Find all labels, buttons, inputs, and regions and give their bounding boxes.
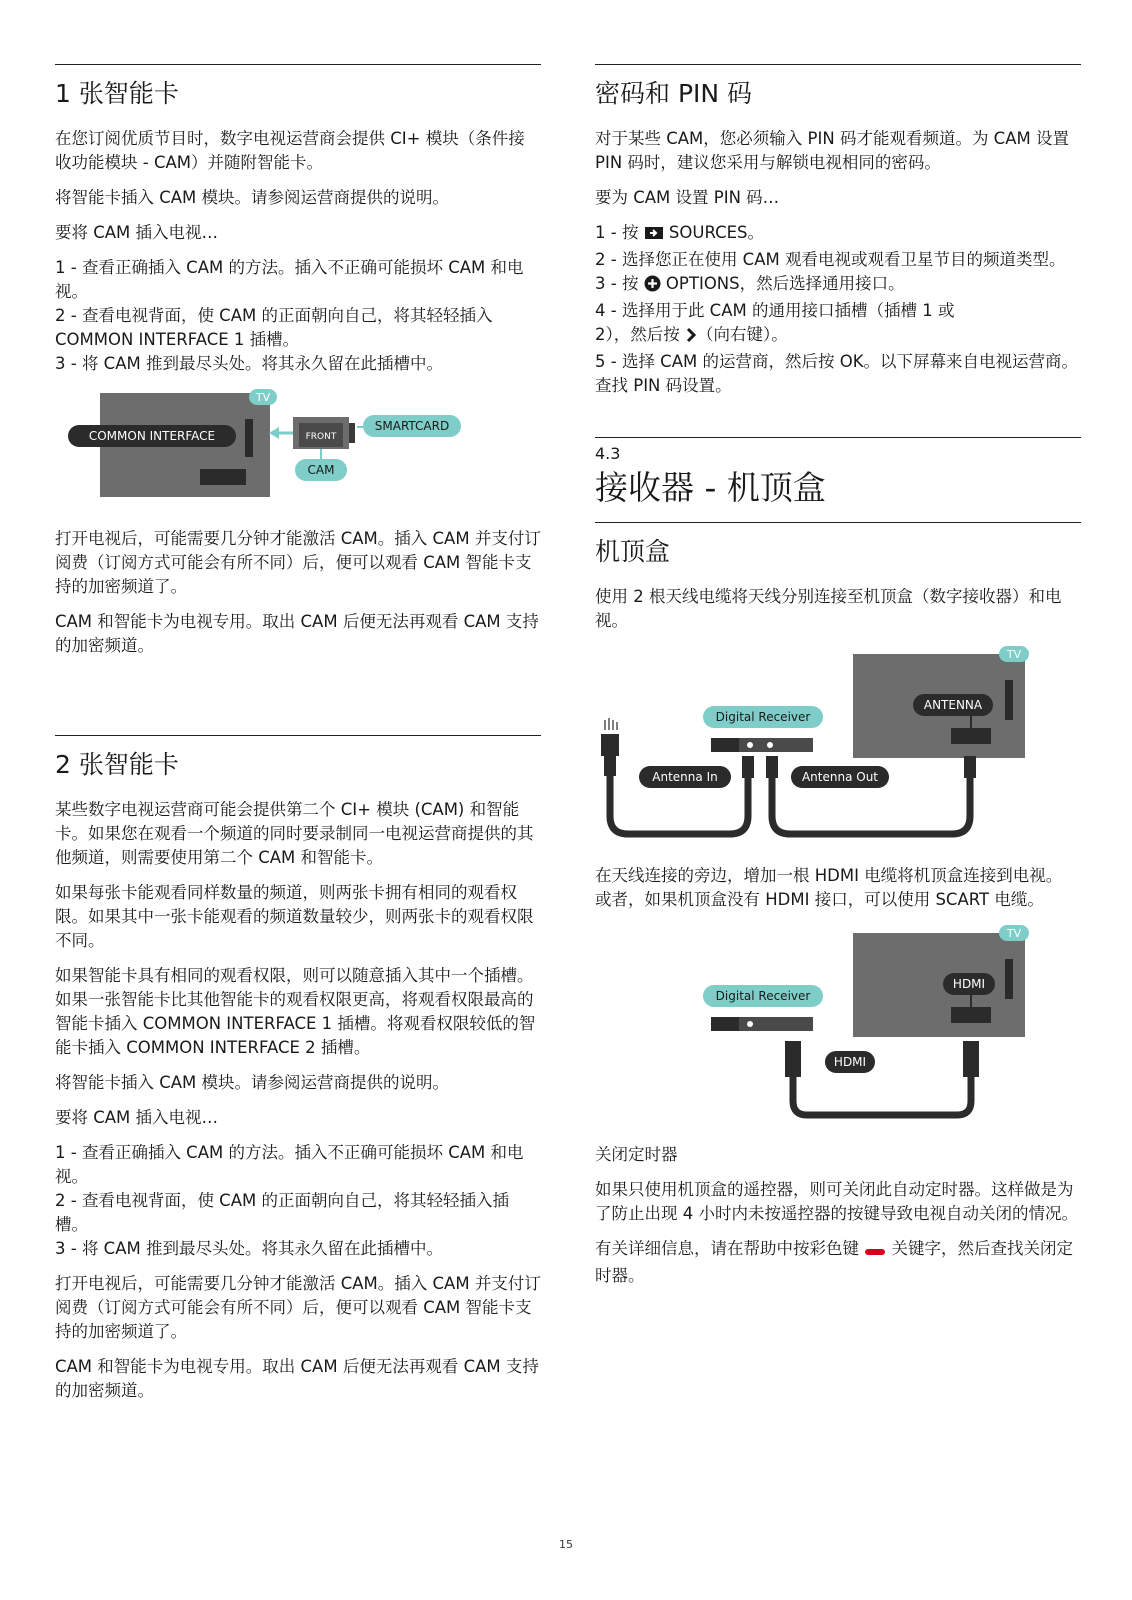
tv-port bbox=[200, 469, 246, 485]
chevron-right-icon bbox=[685, 326, 697, 350]
tv-back-panel bbox=[853, 933, 1025, 1037]
step-2: 2 - 查看电视背面，使 CAM 的正面朝向自己，将其轻轻插入插槽。 bbox=[55, 1191, 509, 1234]
timer-title: 关闭定时器 bbox=[595, 1145, 678, 1164]
paragraph: CAM 和智能卡为电视专用。取出 CAM 后便无法再观看 CAM 支持的加密频道。 bbox=[55, 612, 539, 655]
step-2: 2 - 选择您正在使用 CAM 观看电视或观看卫星节目的频道类型。 bbox=[595, 250, 1066, 269]
receiver-front bbox=[711, 738, 739, 752]
options-icon bbox=[644, 275, 661, 299]
hdmi-tv-label: HDMI bbox=[952, 977, 986, 991]
section-title-two-cards: 2 张智能卡 bbox=[55, 750, 179, 779]
paragraph: 使用 2 根天线电缆将天线分别连接至机顶盒（数字接收器）和电视。 bbox=[595, 587, 1062, 630]
antenna-icon bbox=[605, 718, 617, 730]
antenna-out-label: Antenna Out bbox=[801, 770, 879, 784]
paragraph: 要为 CAM 设置 PIN 码… bbox=[595, 188, 780, 207]
paragraph: CAM 和智能卡为电视专用。取出 CAM 后便无法再观看 CAM 支持的加密频道。 bbox=[55, 1357, 539, 1400]
left-column bbox=[55, 64, 541, 1414]
step-5: 5 - 选择 CAM 的运营商，然后按 OK。以下屏幕来自电视运营商。查找 PIN 码设置。 bbox=[595, 352, 1079, 395]
insert-arrow-head bbox=[269, 427, 279, 439]
paragraph: 要将 CAM 插入电视… bbox=[55, 1108, 219, 1127]
receiver-front bbox=[711, 1017, 739, 1031]
paragraph: 在您订阅优质节目时，数字电视运营商会提供 CI+ 模块（条件接收功能模块 - CAM）并随附智能卡。 bbox=[55, 129, 525, 172]
cable-plug bbox=[766, 756, 778, 778]
paragraph: 将智能卡插入 CAM 模块。请参阅运营商提供的说明。 bbox=[55, 188, 450, 207]
hdmi-plug bbox=[963, 1041, 979, 1077]
receiver-port-out bbox=[767, 742, 773, 748]
hdmi-cable-label: HDMI bbox=[833, 1055, 867, 1069]
section-title-one-card: 1 张智能卡 bbox=[55, 79, 179, 108]
hdmi-connection-illustration bbox=[595, 923, 1081, 1127]
paragraph: 如果每张卡能观看同样数量的频道，则两张卡拥有相同的观看权限。如果其中一张卡能观看的频道数量较少，则两张卡的观看权限不同。 bbox=[55, 883, 534, 950]
section-rule bbox=[595, 437, 1081, 438]
step-1: 1 - 查看正确插入 CAM 的方法。插入不正确可能损坏 CAM 和电视。 bbox=[55, 1143, 524, 1186]
paragraph: 在天线连接的旁边，增加一根 HDMI 电缆将机顶盒连接到电视。 bbox=[595, 866, 1063, 885]
paragraph: 如果只使用机顶盒的遥控器，则可关闭此自动定时器。这样做是为了防止出现 4 小时内未按遥控器的按键导致电视自动关闭的情况。 bbox=[595, 1180, 1078, 1223]
tv-label: TV bbox=[1006, 927, 1022, 940]
tv-antenna-port bbox=[951, 728, 991, 744]
hdmi-plug bbox=[785, 1041, 801, 1077]
smartcard-label: SMARTCARD bbox=[374, 419, 450, 433]
tv-label: TV bbox=[255, 391, 271, 404]
paragraph: 将智能卡插入 CAM 模块。请参阅运营商提供的说明。 bbox=[55, 1073, 450, 1092]
tv-slot bbox=[1005, 680, 1013, 720]
digital-receiver-label: Digital Receiver bbox=[715, 989, 811, 1003]
step-1: 1 - 按 SOURCES。 bbox=[595, 221, 1081, 248]
paragraph: 某些数字电视运营商可能会提供第二个 CI+ 模块 (CAM) 和智能卡。如果您在观看一个频道的同时要录制同一电视运营商提供的其他频道，则需要使用第二个 CAM 和智能卡。 bbox=[55, 800, 534, 867]
paragraph: 如果智能卡具有相同的观看权限，则可以随意插入其中一个插槽。如果一张智能卡比其他智能卡的观看权限更高，将观看权限最高的智能卡插入 COMMON INTERFACE 1 插槽。将观看权限较低的智能卡插入 COMMON INTERFACE 2 插槽。 bbox=[55, 966, 536, 1057]
step-4: 4 - 选择用于此 CAM 的通用接口插槽（插槽 1 或 bbox=[595, 301, 955, 320]
tv-hdmi-port bbox=[951, 1007, 991, 1023]
hdmi-cable bbox=[793, 1073, 971, 1115]
step-2: 2 - 查看电视背面，使 CAM 的正面朝向自己，将其轻轻插入 COMMON INTERFACE 1 插槽。 bbox=[55, 306, 493, 349]
paragraph: 对于某些 CAM，您必须输入 PIN 码才能观看频道。为 CAM 设置 PIN 码时，建议您采用与解锁电视相同的密码。 bbox=[595, 129, 1069, 172]
cable-plug bbox=[964, 756, 976, 778]
common-interface-label: COMMON INTERFACE bbox=[88, 429, 216, 443]
step-3: 3 - 将 CAM 推到最尽头处。将其永久留在此插槽中。 bbox=[55, 354, 443, 373]
cam-insert-illustration bbox=[55, 387, 541, 511]
page-number: 15 bbox=[559, 1538, 573, 1551]
cam-label: CAM bbox=[307, 463, 335, 477]
right-column bbox=[595, 64, 1081, 1299]
step-3: 3 - 将 CAM 推到最尽头处。将其永久留在此插槽中。 bbox=[55, 1239, 443, 1258]
step-3: 3 - 按 OPTIONS，然后选择通用接口。 bbox=[595, 272, 1081, 299]
cable-plug bbox=[742, 756, 754, 778]
wall-antenna-socket bbox=[601, 734, 619, 756]
section-rule bbox=[595, 64, 1081, 65]
antenna-connection-illustration bbox=[595, 644, 1081, 848]
section-number: 4.3 bbox=[595, 444, 621, 463]
tv-slot bbox=[1005, 959, 1013, 999]
front-label: FRONT bbox=[305, 432, 337, 442]
digital-receiver-label: Digital Receiver bbox=[715, 710, 811, 724]
ci-slot bbox=[245, 419, 253, 457]
chapter-title: 接收器 - 机顶盒 bbox=[595, 468, 826, 507]
section-title-pin: 密码和 PIN 码 bbox=[595, 79, 753, 108]
section-rule bbox=[55, 64, 541, 65]
paragraph: 有关详细信息，请在帮助中按彩色键 关键字，然后查找关闭定时器。 bbox=[595, 1239, 1073, 1285]
paragraph: 打开电视后，可能需要几分钟才能激活 CAM。插入 CAM 并支付订阅费（订阅方式可能会有所不同）后，便可以观看 CAM 智能卡支持的加密频道了。 bbox=[55, 1274, 541, 1341]
receiver-port bbox=[747, 1021, 753, 1027]
section-rule bbox=[595, 522, 1081, 523]
smartcard-edge bbox=[349, 423, 355, 443]
receiver-port-in bbox=[747, 742, 753, 748]
antenna-label: ANTENNA bbox=[923, 698, 983, 712]
step-1: 1 - 查看正确插入 CAM 的方法。插入不正确可能损坏 CAM 和电视。 bbox=[55, 258, 524, 301]
section-rule bbox=[55, 735, 541, 736]
section-title-stb: 机顶盒 bbox=[595, 537, 671, 566]
red-color-key-icon bbox=[864, 1240, 886, 1264]
antenna-in-label: Antenna In bbox=[652, 770, 718, 784]
step-4-continued: 2），然后按 （向右键）。 bbox=[595, 323, 1081, 350]
sources-icon bbox=[644, 224, 664, 248]
paragraph: 要将 CAM 插入电视… bbox=[55, 223, 219, 242]
tv-label: TV bbox=[1006, 648, 1022, 661]
paragraph: 打开电视后，可能需要几分钟才能激活 CAM。插入 CAM 并支付订阅费（订阅方式可能会有所不同）后，便可以观看 CAM 智能卡支持的加密频道了。 bbox=[55, 529, 541, 596]
paragraph: 或者，如果机顶盒没有 HDMI 接口，可以使用 SCART 电缆。 bbox=[595, 890, 1044, 909]
cable-plug bbox=[604, 756, 616, 776]
